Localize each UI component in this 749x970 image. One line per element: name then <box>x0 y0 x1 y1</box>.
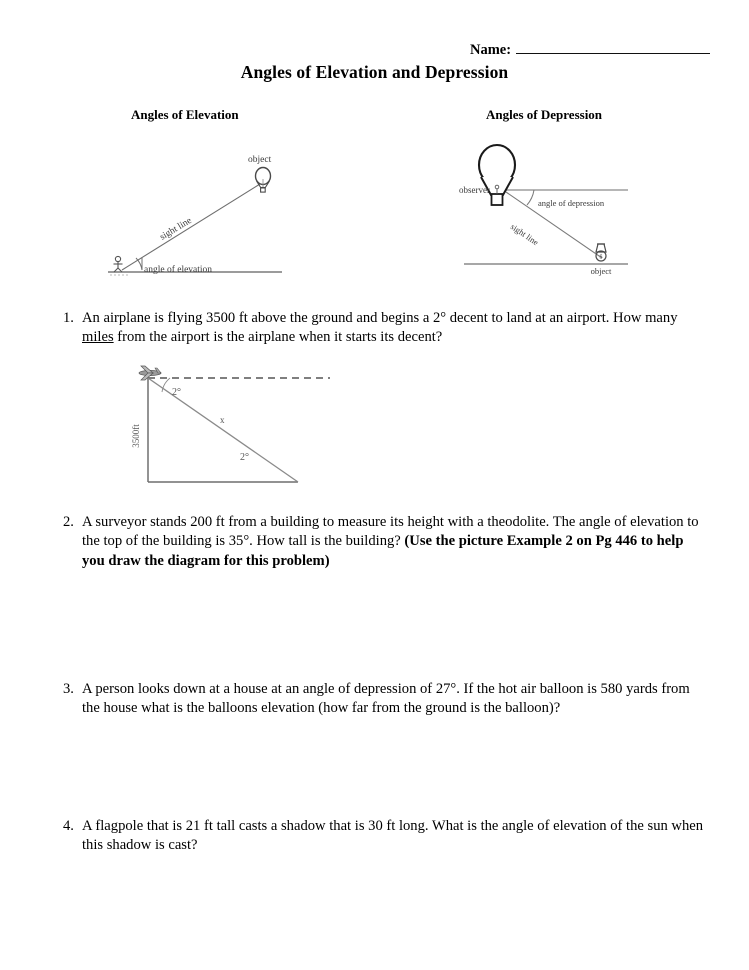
label-object: object <box>248 155 272 165</box>
question-1-underlined-word: miles <box>82 329 114 346</box>
question-3 <box>56 680 708 719</box>
question-1-triangle-figure <box>122 362 342 492</box>
question-1 <box>56 309 708 348</box>
label-angle-of-elevation: angle of elevation <box>144 265 213 275</box>
object-icon <box>596 244 606 261</box>
angles-of-depression-figure <box>450 140 650 285</box>
figure-vertical-label: 3500ft <box>131 424 141 448</box>
question-3-text: A person looks down at a house at an angle of depression of 27°. If the hot air balloon is 580 yards from the house what is the balloons elevation (how far from the ground is the balloon)? <box>82 681 690 717</box>
angle-arc <box>527 190 534 205</box>
question-1-text-part1: An airplane is flying 3500 ft above the ground and begins a 2° decent to land at an airport. How many <box>82 310 678 326</box>
question-2 <box>56 513 708 571</box>
svg-text:$: $ <box>599 254 603 261</box>
sight-line <box>122 184 260 270</box>
question-1-number: 1. <box>63 310 74 326</box>
page-title: Angles of Elevation and Depression <box>240 62 509 82</box>
observer-balloon-icon <box>479 145 515 205</box>
figure-hypotenuse-label: x <box>220 415 225 425</box>
label-object: object <box>590 266 612 276</box>
question-4-text: A flagpole that is 21 ft tall casts a shadow that is 30 ft long. What is the angle of elevation of the sun when this shadow is cast? <box>82 818 704 854</box>
question-3-number: 3. <box>63 681 74 697</box>
angles-of-elevation-figure <box>100 140 300 285</box>
triangle-hypotenuse <box>148 378 298 482</box>
question-4-number: 4. <box>63 818 74 834</box>
hot-air-balloon-icon <box>256 168 271 193</box>
label-angle-of-depression: angle of depression <box>538 198 605 208</box>
question-2-number: 2. <box>63 514 74 530</box>
question-1-text-part2: from the airport is the airplane when it starts its decent? <box>113 329 443 346</box>
question-2-text-bold: (Use the picture Example 2 on Pg 446 to help you draw the diagram for this problem) <box>82 533 684 569</box>
figure-top-angle-label: 2° <box>172 387 181 398</box>
label-sight-line: sight line <box>158 215 194 243</box>
name-field-row <box>470 40 710 59</box>
figure-bottom-angle-label: 2° <box>240 452 249 463</box>
observer-stick-figure <box>114 256 123 272</box>
question-2-text <box>82 513 708 571</box>
question-1-text <box>82 309 708 348</box>
question-4 <box>56 817 708 856</box>
label-observer: observer <box>459 185 490 195</box>
name-label: Name: <box>470 42 512 58</box>
depression-diagram-heading: Angles of Depression <box>486 107 603 122</box>
elevation-diagram-heading: Angles of Elevation <box>131 107 239 122</box>
label-sight-line: sight line <box>508 221 541 248</box>
question-2-text-plain: A surveyor stands 200 ft from a building to measure its height with a theodolite. The angle of elevation to the top of the building is 35°. How tall is the building? <box>82 514 699 550</box>
name-blank-line[interactable] <box>516 40 710 54</box>
